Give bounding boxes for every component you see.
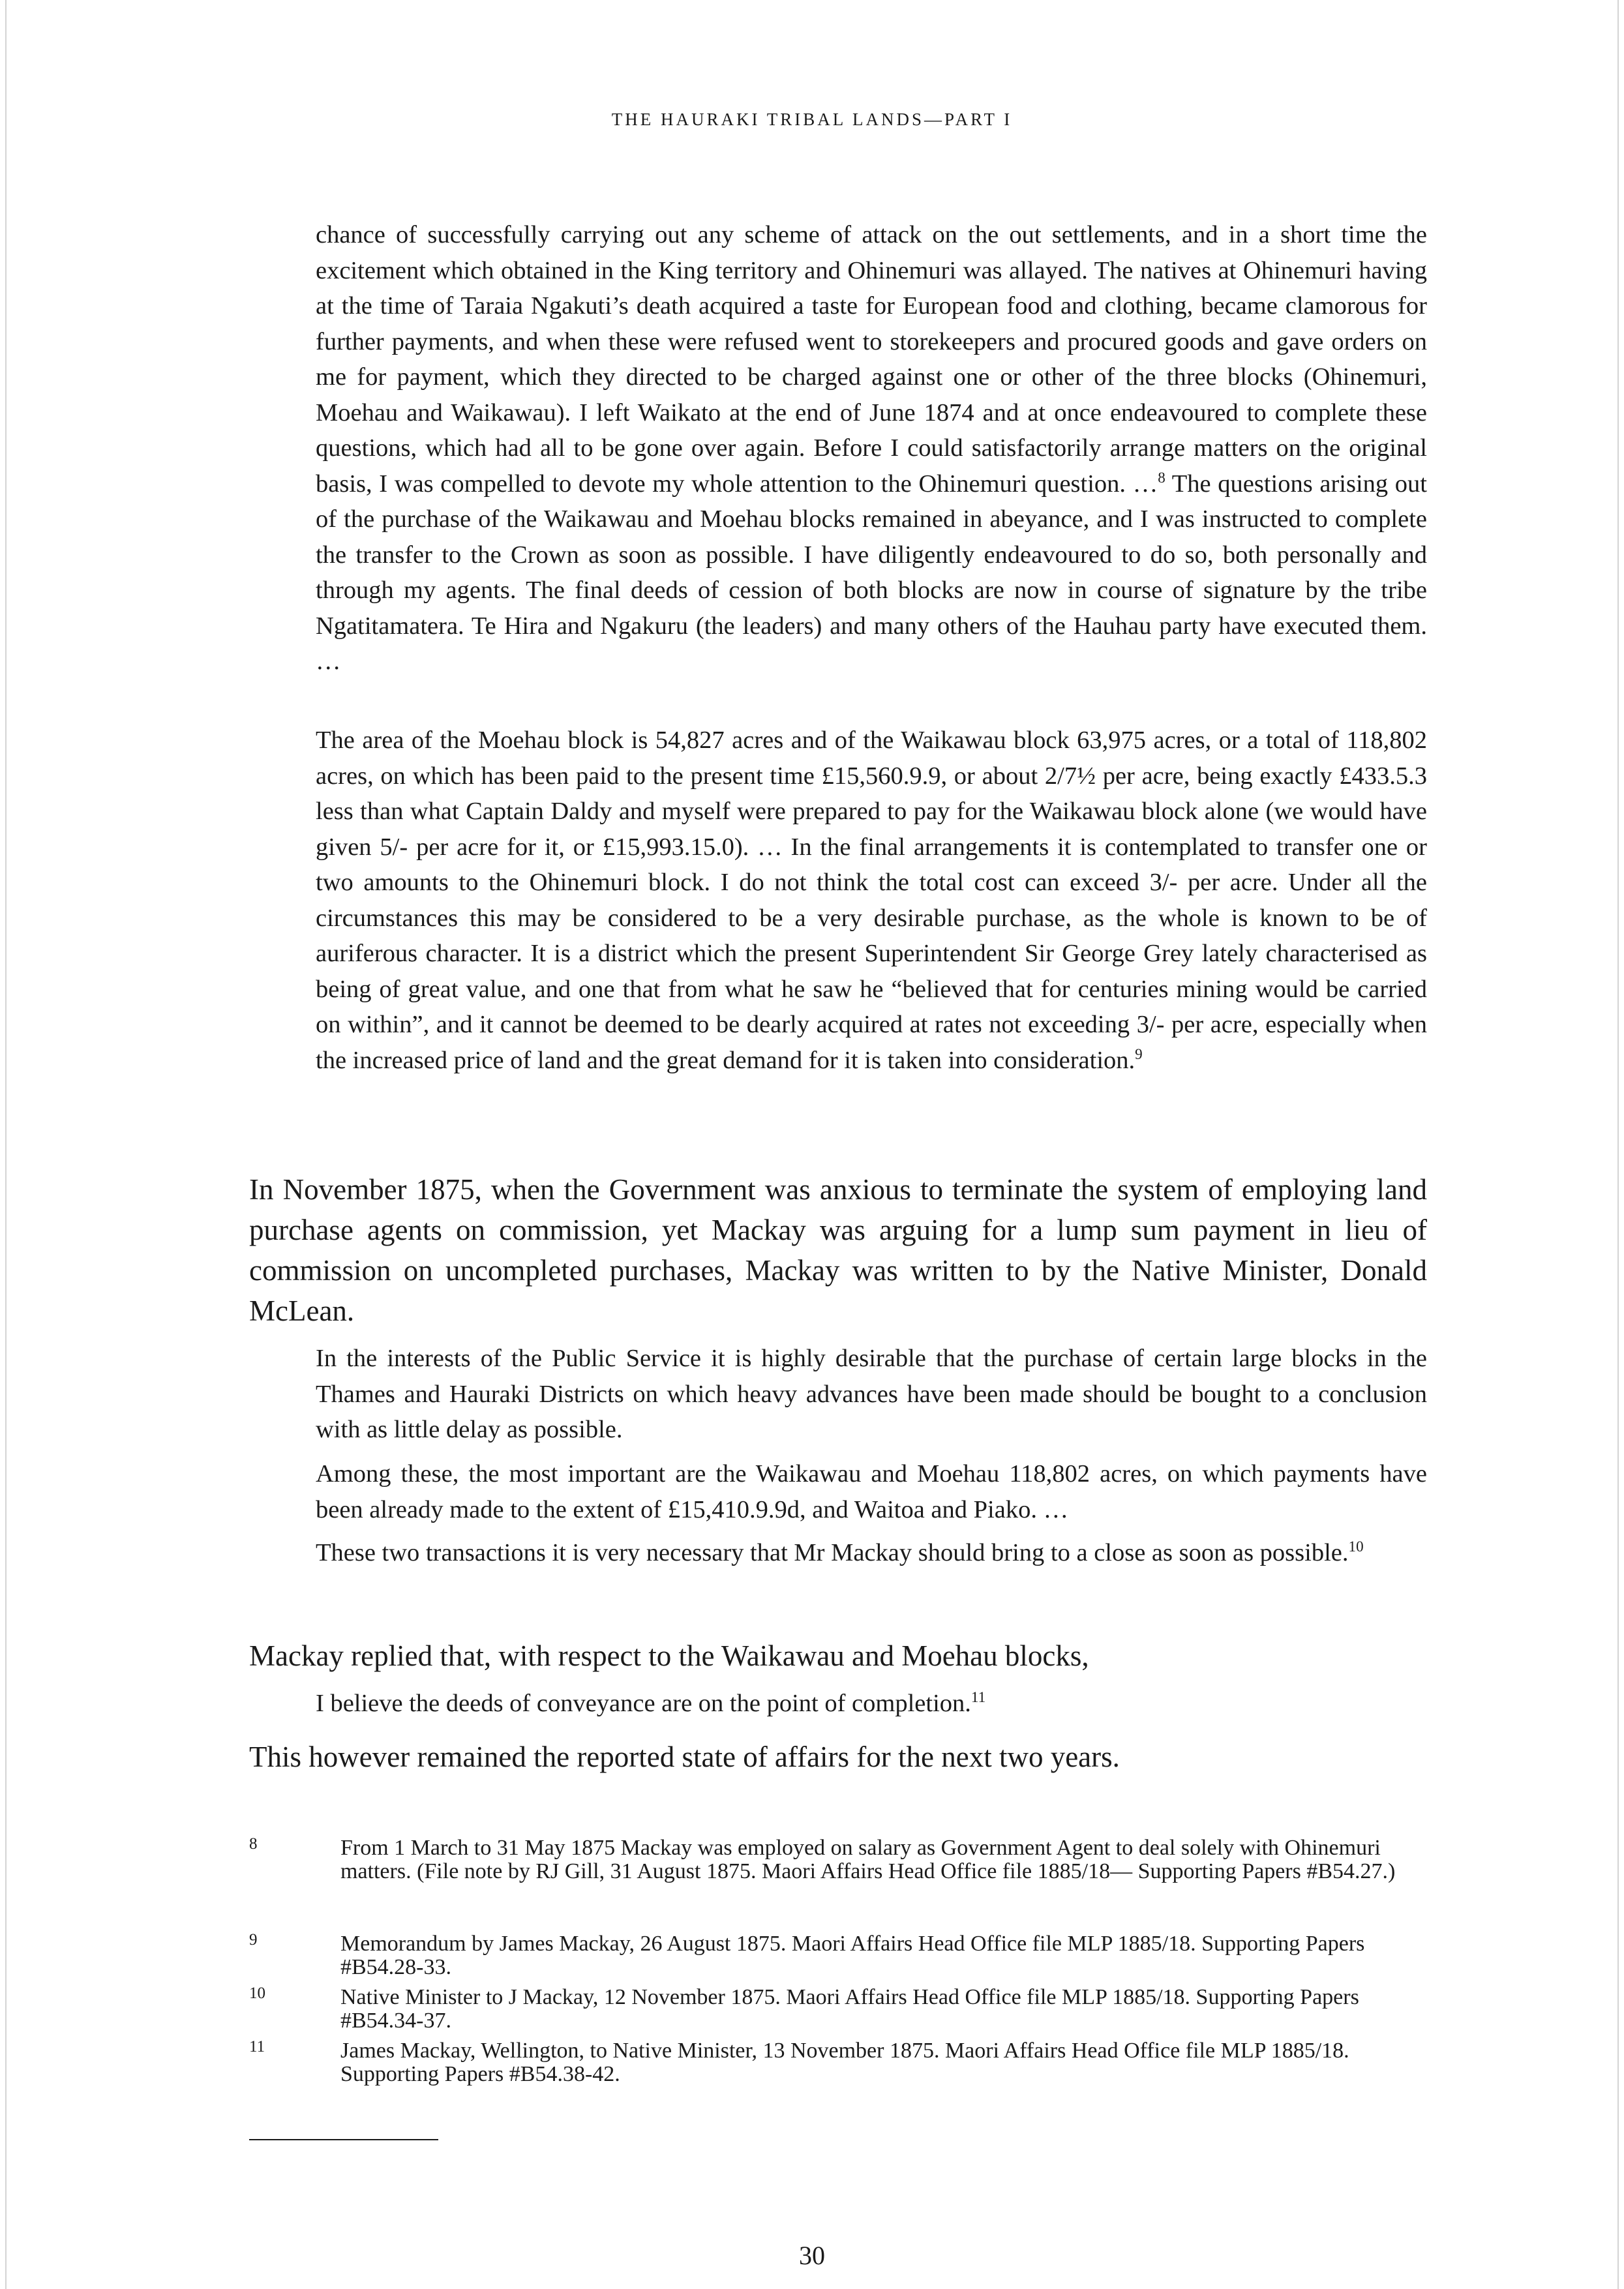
footnote-ref-11: 11 xyxy=(970,1688,986,1706)
body-text: In November 1875, when the Government was anxious to terminate the system of employing land purchase agents on commission, yet Mackay was arguing for a lump sum payment in lieu of commission on uncompleted purchases, Mackay was written to by the Native Minister, Donald McLean. xyxy=(249,1173,1427,1327)
footnote xyxy=(249,2039,1427,2086)
quote-text: In the interests of the Public Service it is highly desirable that the purchase of certain large blocks in the Thames and Hauraki Districts on which heavy advances have been made should be bought to a conclusion with as little delay as possible. xyxy=(316,1345,1427,1443)
running-header: THE HAURAKI TRIBAL LANDS—PART I xyxy=(611,110,1013,129)
footnote-number: 11 xyxy=(249,2038,265,2056)
quote-text: chance of successfully carrying out any scheme of attack on the out settlements, and in a short time the excitement which obtained in the King territory and Ohinemuri was allayed. The natives at Ohinemuri having at the time of Taraia Ngakuti’s death acquired a taste for European food and clothing, became clamorous for further payments, and when these were refused went to storekeepers and procured goods and gave orders on me for payment, which they directed to be charged against one or other of the three blocks (Ohinemuri, Moehau and Waikawau). I left Waikato at the end of June 1874 and at once endeavoured to complete these questions, which had all to be gone over again. Before I could satisfactorily arrange matters on the original basis, I was compelled to devote my whole attention to the Ohinemuri question. … xyxy=(316,221,1427,498)
scan-edge-left xyxy=(5,0,7,2289)
footnote-text: From 1 March to 31 May 1875 Mackay was employed on salary as Government Agent to deal solely with Ohinemuri matters. (File note by RJ Gill, 31 August 1875. Maori Affairs Head Office file 1885/18— Supporting Papers #B54.27.) xyxy=(340,1836,1396,1883)
footnote-number: 10 xyxy=(249,1984,265,2002)
block-quote-paragraph xyxy=(316,1456,1427,1527)
block-quote-paragraph xyxy=(316,1341,1427,1448)
footnote-separator xyxy=(249,2139,438,2140)
footnote-number: 9 xyxy=(249,1931,258,1949)
body-text: Mackay replied that, with respect to the Waikawau and Moehau blocks, xyxy=(249,1639,1089,1672)
block-quote-paragraph xyxy=(316,1535,1427,1571)
footnote-text: Native Minister to J Mackay, 12 November 1875. Maori Affairs Head Office file MLP 1885/18. Supporting Papers #B54.34-37. xyxy=(340,1985,1359,2033)
quote-text: These two transactions it is very necessary that Mr Mackay should bring to a close as soon as possible. xyxy=(316,1539,1349,1566)
footnote-text: James Mackay, Wellington, to Native Minister, 13 November 1875. Maori Affairs Head Office file MLP 1885/18. Supporting Papers #B54.38-42. xyxy=(340,2039,1349,2086)
body-text: This however remained the reported state of affairs for the next two years. xyxy=(249,1741,1120,1773)
body-paragraph xyxy=(249,1636,1427,1676)
scan-edge-right xyxy=(1617,0,1619,2289)
block-quote-paragraph xyxy=(316,217,1427,680)
footnote xyxy=(249,1986,1427,2033)
footnote-text: Memorandum by James Mackay, 26 August 1875. Maori Affairs Head Office file MLP 1885/18. Supporting Papers #B54.28-33. xyxy=(340,1932,1365,1979)
quote-text: The area of the Moehau block is 54,827 acres and of the Waikawau block 63,975 acres, or a total of 118,802 acres, on which has been paid to the present time £15,560.9.9, or about 2/7½ per acre, being exactly £433.5.3 less than what Captain Daldy and myself were prepared to pay for the Waikawau block alone (we would have given 5/- per acre for it, or £15,993.15.0). … In the final arrangements it is contemplated to transfer one or two amounts to the Ohinemuri block. I do not think the total cost can exceed 3/- per acre. Under all the circumstances this may be considered to be a very desirable purchase, as the whole is known to be of auriferous character. It is a district which the present Superintendent Sir George Grey lately characterised as being of great value, and one that from what he saw he “believed that for centuries mining would be carried on within”, and it cannot be deemed to be dearly acquired at rates not exceeding 3/- per acre, especially when the increased price of land and the great demand for it is taken into consideration. xyxy=(316,726,1427,1074)
block-quote-paragraph xyxy=(316,723,1427,1078)
footnote-number: 8 xyxy=(249,1835,258,1853)
footnote xyxy=(249,1932,1427,1979)
page-number: 30 xyxy=(799,2241,825,2270)
footnote-ref-9: 9 xyxy=(1135,1045,1143,1062)
block-quote-paragraph xyxy=(316,1686,1427,1722)
footnote-ref-10: 10 xyxy=(1348,1538,1364,1555)
footnote-ref-8: 8 xyxy=(1158,468,1165,486)
body-paragraph xyxy=(249,1169,1427,1331)
footnote xyxy=(249,1836,1427,1883)
body-paragraph xyxy=(249,1737,1427,1777)
quote-text: I believe the deeds of conveyance are on the point of completion. xyxy=(316,1690,971,1717)
quote-text: Among these, the most important are the Waikawau and Moehau 118,802 acres, on which payments have been already made to the extent of £15,410.9.9d, and Waitoa and Piako. … xyxy=(316,1460,1427,1523)
quote-text: The questions arising out of the purchase of the Waikawau and Moehau blocks remained in abeyance, and I was instructed to complete the transfer to the Crown as soon as possible. I have diligently endeavoured to do so, both personally and through my agents. The final deeds of cession of both blocks are now in course of signature by the tribe Ngatitamatera. Te Hira and Ngakuru (the leaders) and many others of the Hauhau party have executed them. … xyxy=(316,470,1427,675)
